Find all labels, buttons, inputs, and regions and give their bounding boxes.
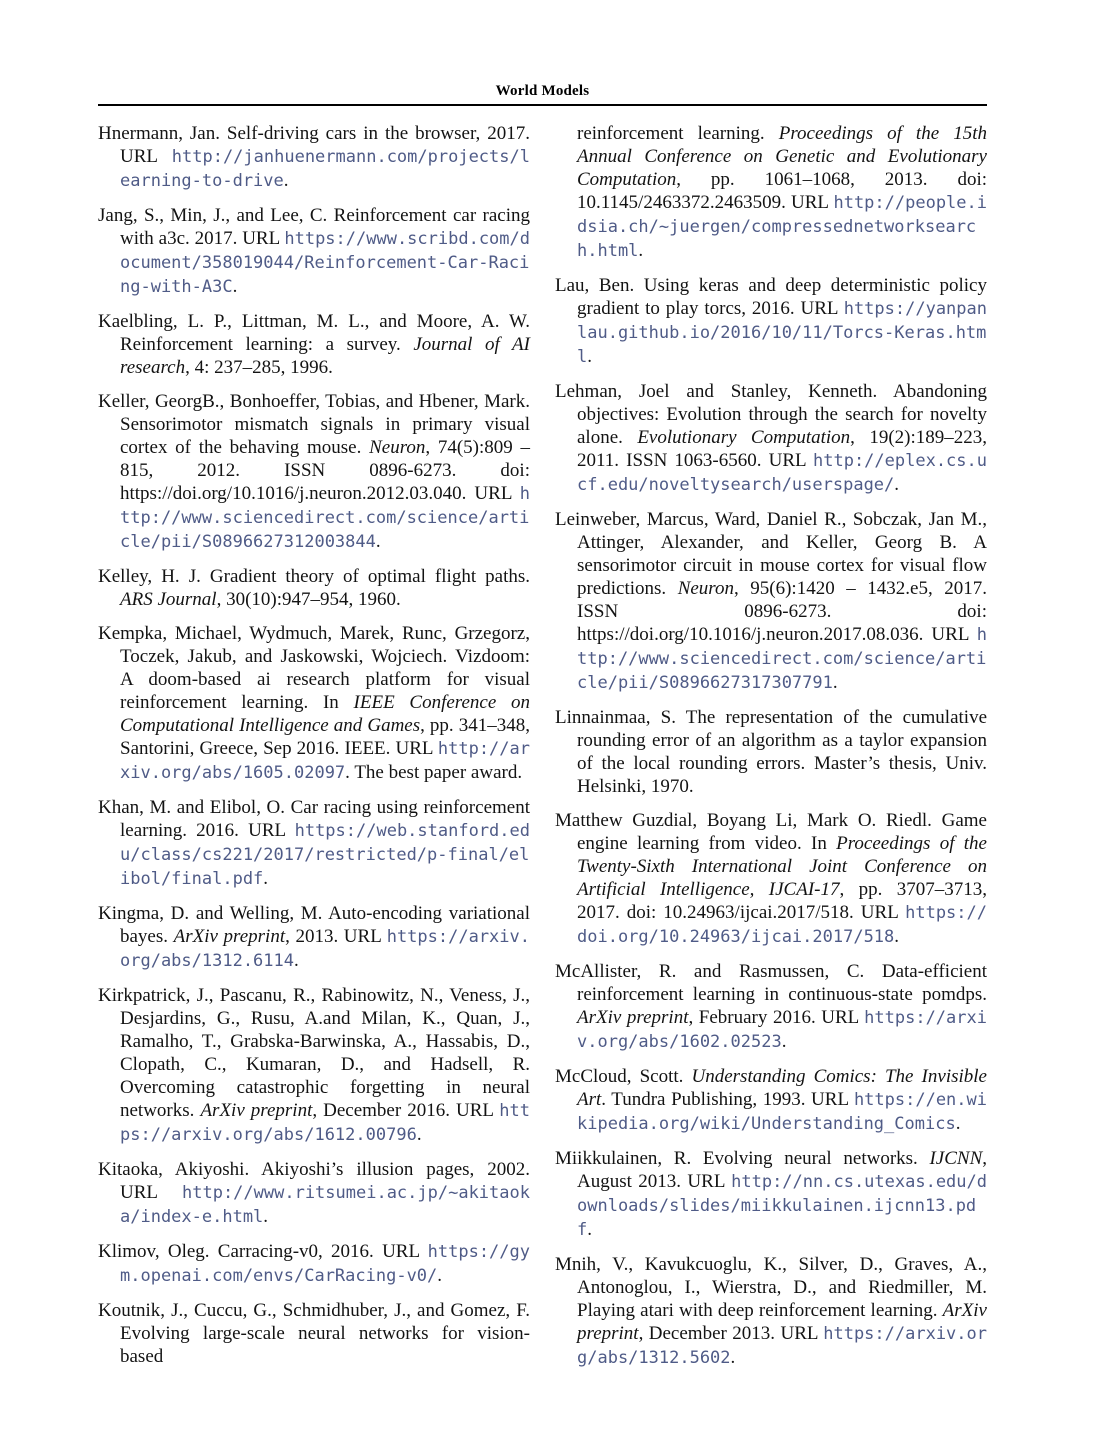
- reference-text: Miikkulainen, R. Evolving neural networks.: [555, 1148, 930, 1169]
- reference-text: Lau, Ben. Using keras and deep deterministic policy gradient to play torcs, 2016. URL: [555, 275, 987, 319]
- reference-text: .: [263, 1206, 269, 1227]
- reference-venue-italic: ArXiv preprint: [200, 1100, 313, 1121]
- reference-venue-italic: ARS Journal: [120, 589, 217, 610]
- reference-text: , December 2013. URL: [638, 1323, 824, 1344]
- reference-entry: [555, 508, 987, 695]
- reference-text: . The best paper award.: [345, 762, 523, 783]
- reference-text: .: [294, 950, 299, 971]
- reference-entry: [98, 1158, 530, 1229]
- reference-text: Kempka, Michael, Wydmuch, Marek, Runc, Grzegorz, Toczek, Jakub, and Jaskowski, Wojciech. Vizdoom: A doom-based ai research platform for visual reinforcement learning. In: [98, 623, 530, 713]
- reference-entry: [555, 1065, 987, 1136]
- reference-text: Kingma, D. and Welling, M. Auto-encoding variational bayes.: [98, 903, 530, 947]
- reference-text: , pp. 1061–1068, 2013. doi: 10.1145/2463372.2463509. URL: [577, 169, 987, 213]
- reference-text: . Tundra Publishing, 1993. URL: [601, 1089, 854, 1110]
- reference-text: Linnainmaa, S. The representation of the cumulative rounding error of an algorithm as a taylor expansion of the local rounding errors. Master’s thesis, Univ. Helsinki, 1970.: [555, 707, 987, 797]
- references-section: [98, 122, 987, 1381]
- reference-text: , 30(10):947–954, 1960.: [216, 589, 401, 610]
- reference-entry: [555, 960, 987, 1054]
- reference-text: , pp. 3707–3713, 2017. doi: 10.24963/ijcai.2017/518. URL: [577, 879, 987, 923]
- reference-url-link[interactable]: https://web.stanford.edu/class/cs221/2017/restricted/p-final/elibol/final.pdf: [120, 821, 530, 889]
- reference-text: .: [283, 170, 289, 191]
- reference-text: Klimov, Oleg. Carracing-v0, 2016. URL: [98, 1241, 428, 1262]
- reference-venue-italic: Journal of AI research: [120, 334, 530, 378]
- reference-text: .: [375, 531, 381, 552]
- reference-venue-italic: Neuron: [369, 437, 426, 458]
- reference-text: .: [832, 672, 838, 693]
- reference-venue-italic: IEEE Conference on Computational Intelligence and Games: [120, 692, 530, 736]
- reference-text: .: [416, 1124, 422, 1145]
- reference-text: , pp. 341–348, Santorini, Greece, Sep 2016. IEEE. URL: [120, 715, 530, 759]
- reference-text: .: [587, 1219, 592, 1240]
- reference-text: , February 2016. URL: [688, 1007, 865, 1028]
- reference-text: , 95(6):1420 – 1432.e5, 2017. ISSN 0896-6273. doi: https://doi.org/10.1016/j.neuron.2017.08.036. URL: [577, 578, 987, 645]
- reference-entry: [98, 622, 530, 785]
- reference-text: Leinweber, Marcus, Ward, Daniel R., Sobczak, Jan M., Attinger, Alexander, and Keller, Georg B. A sensorimotor circuit in mouse cortex for visual flow predictions.: [555, 509, 987, 599]
- reference-url-link[interactable]: https://arxiv.org/abs/1312.6114: [120, 927, 530, 971]
- reference-text: Koutnik, J., Cuccu, G., Schmidhuber, J., and Gomez, F. Evolving large-scale neural networks for vision-based: [98, 1300, 530, 1367]
- reference-venue-italic: ArXiv preprint: [577, 1300, 987, 1344]
- reference-entry: [555, 809, 987, 949]
- reference-url-link[interactable]: http://arxiv.org/abs/1605.02097: [120, 739, 530, 783]
- reference-text: , 74(5):809 – 815, 2012. ISSN 0896-6273. doi: https://doi.org/10.1016/j.neuron.2012.03.040. URL: [120, 437, 531, 504]
- reference-entry: [98, 1240, 530, 1288]
- reference-text: .: [955, 1113, 961, 1134]
- running-title: World Models: [495, 83, 590, 99]
- reference-url-link[interactable]: https://doi.org/10.24963/ijcai.2017/518: [577, 903, 987, 947]
- reference-entry: [555, 380, 987, 497]
- reference-url-link[interactable]: https://www.scribd.com/document/358019044/Reinforcement-Car-Racing-with-A3C: [120, 229, 530, 297]
- reference-url-link[interactable]: http://eplex.cs.ucf.edu/noveltysearch/userspage/: [577, 451, 987, 495]
- reference-url-link[interactable]: https://arxiv.org/abs/1612.00796: [120, 1101, 531, 1145]
- reference-text: Keller, GeorgB., Bonhoeffer, Tobias, and Hbener, Mark. Sensorimotor mismatch signals in primary visual cortex of the behaving mouse.: [98, 391, 530, 458]
- reference-text: Kelley, H. J. Gradient theory of optimal flight paths.: [98, 566, 530, 587]
- reference-entry: [98, 204, 530, 299]
- reference-text: Khan, M. and Elibol, O. Car racing using reinforcement learning. 2016. URL: [98, 797, 530, 841]
- reference-venue-italic: IJCNN: [929, 1148, 983, 1169]
- reference-text: .: [437, 1265, 443, 1286]
- reference-url-link[interactable]: https://yanpanlau.github.io/2016/10/11/Torcs-Keras.html: [577, 299, 987, 367]
- reference-url-link[interactable]: https://gym.openai.com/envs/CarRacing-v0/: [120, 1242, 530, 1286]
- reference-entry: [98, 122, 530, 193]
- reference-text: Hnermann, Jan. Self-driving cars in the browser, 2017. URL: [98, 123, 530, 167]
- reference-url-link[interactable]: http://www.sciencedirect.com/science/article/pii/S0896627312003844: [120, 484, 530, 552]
- reference-venue-italic: ArXiv preprint: [173, 926, 286, 947]
- reference-venue-italic: Proceedings of the 15th Annual Conference on Genetic and Evolutionary Computation: [577, 123, 987, 190]
- reference-entry: [555, 706, 987, 798]
- reference-text: Lehman, Joel and Stanley, Kenneth. Abandoning objectives: Evolution through the search for novelty alone.: [555, 381, 987, 448]
- reference-entry: [98, 310, 530, 379]
- reference-url-link[interactable]: https://arxiv.org/abs/1602.02523: [577, 1008, 987, 1052]
- reference-text: , December 2016. URL: [312, 1100, 500, 1121]
- reference-entry: [555, 1147, 987, 1242]
- reference-text: .: [587, 346, 592, 367]
- header-rule: [98, 104, 987, 106]
- reference-entry: [555, 122, 987, 263]
- reference-url-link[interactable]: https://arxiv.org/abs/1312.5602: [577, 1324, 987, 1368]
- reference-url-link[interactable]: http://people.idsia.ch/~juergen/compressednetworksearch.html: [577, 193, 987, 261]
- reference-text: , 4: 237–285, 1996.: [185, 357, 333, 378]
- reference-text: McAllister, R. and Rasmussen, C. Data-efficient reinforcement learning in continuous-state pomdps.: [555, 961, 987, 1005]
- reference-url-link[interactable]: https://en.wikipedia.org/wiki/Understanding_Comics: [577, 1090, 987, 1134]
- reference-venue-italic: Evolutionary Computation: [637, 427, 851, 448]
- reference-entry: [98, 796, 530, 891]
- reference-venue-italic: Understanding Comics: The Invisible Art: [577, 1066, 987, 1110]
- reference-entry: [555, 1253, 987, 1370]
- reference-url-link[interactable]: http://nn.cs.utexas.edu/downloads/slides/miikkulainen.ijcnn13.pdf: [577, 1172, 987, 1240]
- references-column-left: [98, 122, 530, 1381]
- reference-text: .: [894, 926, 900, 947]
- reference-venue-italic: ArXiv preprint: [577, 1007, 689, 1028]
- reference-text: .: [894, 474, 900, 495]
- references-column-right: [555, 122, 987, 1381]
- reference-text: .: [638, 240, 644, 261]
- reference-text: Matthew Guzdial, Boyang Li, Mark O. Riedl. Game engine learning from video. In: [555, 810, 987, 854]
- reference-text: , August 2013. URL: [577, 1148, 987, 1192]
- reference-entry: [98, 984, 530, 1147]
- reference-text: .: [232, 276, 238, 297]
- reference-text: .: [781, 1031, 787, 1052]
- reference-entry: [98, 1299, 530, 1368]
- reference-url-link[interactable]: http://www.ritsumei.ac.jp/~akitaoka/index-e.html: [120, 1183, 530, 1227]
- reference-text: , 19(2):189–223, 2011. ISSN 1063-6560. URL: [577, 427, 987, 471]
- reference-entry: [98, 390, 530, 554]
- reference-venue-italic: Neuron: [677, 578, 734, 599]
- reference-text: reinforcement learning.: [577, 123, 779, 144]
- reference-venue-italic: Proceedings of the Twenty-Sixth International Joint Conference on Artificial Intelligence, IJCAI-17: [577, 833, 987, 900]
- reference-entry: [98, 902, 530, 973]
- reference-text: Kaelbling, L. P., Littman, M. L., and Moore, A. W. Reinforcement learning: a survey.: [98, 311, 530, 355]
- reference-text: Kirkpatrick, J., Pascanu, R., Rabinowitz, N., Veness, J., Desjardins, G., Rusu, A.and Milan, K., Quan, J., Ramalho, T., Grabska-Barwinska, A., Hassabis, D., Clopath, C., Kumaran, D., and Hadsell, R. Overcoming catastrophic forgetting in neural networks.: [98, 985, 530, 1121]
- reference-url-link[interactable]: http://janhuenermann.com/projects/learning-to-drive: [120, 147, 530, 191]
- reference-entry: [555, 274, 987, 369]
- reference-text: .: [730, 1347, 736, 1368]
- reference-url-link[interactable]: http://www.sciencedirect.com/science/article/pii/S0896627317307791: [577, 625, 987, 693]
- reference-text: .: [263, 868, 269, 889]
- reference-text: Mnih, V., Kavukcuoglu, K., Silver, D., Graves, A., Antonoglou, I., Wierstra, D., and Riedmiller, M. Playing atari with deep reinforcement learning.: [555, 1254, 987, 1321]
- reference-text: McCloud, Scott.: [555, 1066, 692, 1087]
- reference-text: Kitaoka, Akiyoshi. Akiyoshi’s illusion pages, 2002. URL: [98, 1159, 530, 1203]
- reference-text: , 2013. URL: [285, 926, 387, 947]
- reference-text: Jang, S., Min, J., and Lee, C. Reinforcement car racing with a3c. 2017. URL: [98, 205, 530, 249]
- reference-entry: [98, 565, 530, 611]
